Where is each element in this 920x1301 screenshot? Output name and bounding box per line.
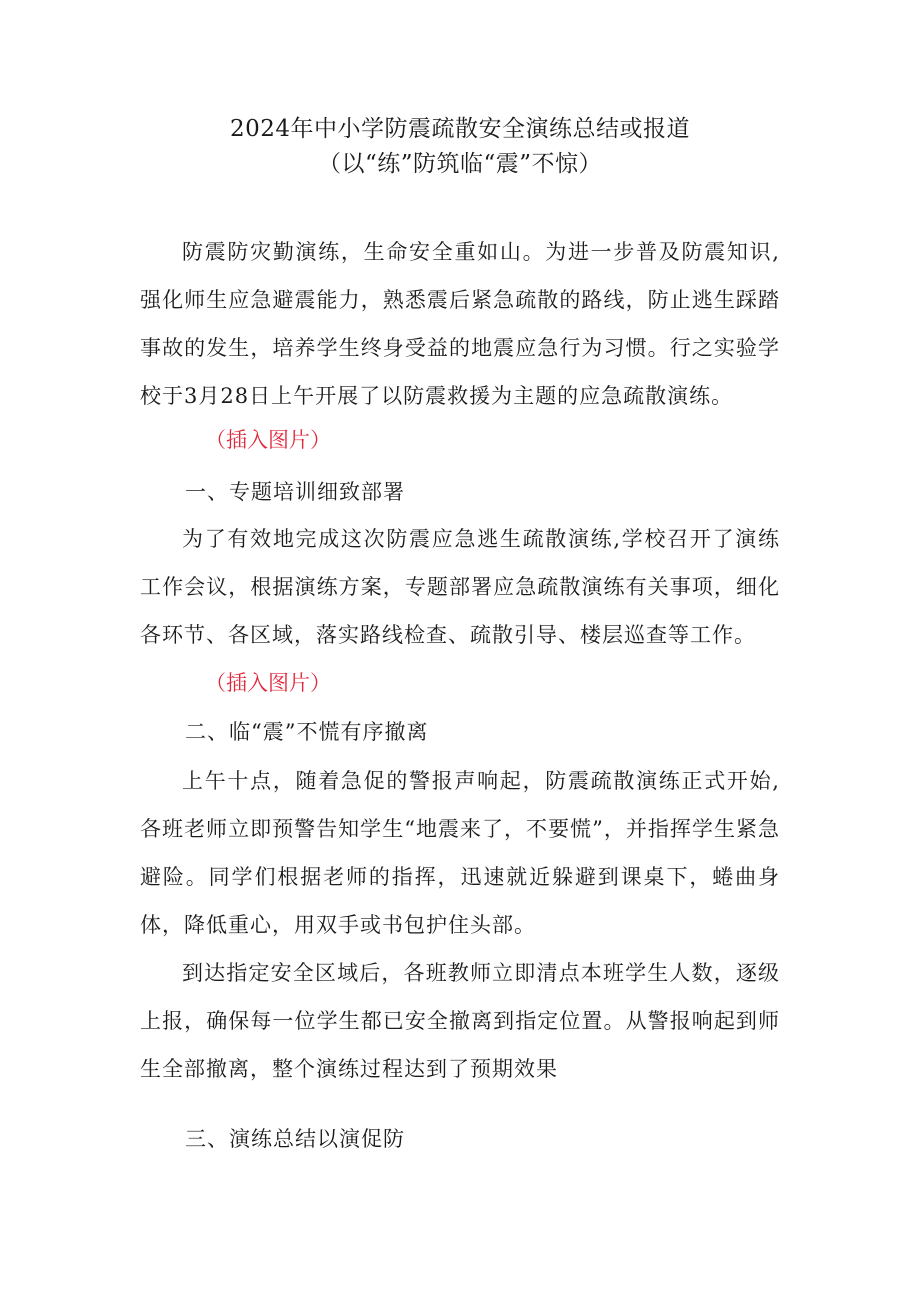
section-heading-2: 二、临“震”不慌有序撤离 xyxy=(185,720,429,744)
document-title: 2024年中小学防震疏散安全演练总结或报道 xyxy=(229,116,691,142)
section-2-paragraph-2: 到达指定安全区域后，各班教师立即清点本班学生人数，逐级上报，确保每一位学生都已安全撤离到指定位置。从警报响起到师生全部撤离，整个演练过程达到了预期效果 xyxy=(140,961,780,1081)
intro-paragraph: 防震防灾勤演练，生命安全重如山。为进一步普及防震知识,强化师生应急避震能力，熟悉震后紧急疏散的路线，防止逃生踩踏事故的发生，培养学生终身受益的地震应急行为习惯。行之实验学校于3月28日上午开展了以防震救援为主题的应急疏散演练。 xyxy=(140,240,780,408)
section-heading-3: 三、演练总结以演促防 xyxy=(185,1127,405,1151)
section-2-paragraph-1: 上午十点，随着急促的警报声响起，防震疏散演练正式开始,各班老师立即预警告知学生“地震来了，不要慌”，并指挥学生紧急避险。同学们根据老师的指挥，迅速就近躲避到课桌下，蜷曲身体，降低重心，用双手或书包护住头部。 xyxy=(140,769,780,937)
image-placeholder-2: （插入图片） xyxy=(205,671,331,695)
document-subtitle: （以“练”防筑临“震”不惊） xyxy=(317,151,603,177)
image-placeholder-1: （插入图片） xyxy=(205,428,331,452)
section-1-paragraph: 为了有效地完成这次防震应急逃生疏散演练,学校召开了演练工作会议，根据演练方案，专题部署应急疏散演练有关事项，细化各环节、各区域，落实路线检查、疏散引导、楼层巡查等工作。 xyxy=(140,527,780,647)
section-heading-1: 一、专题培训细致部署 xyxy=(185,480,405,504)
